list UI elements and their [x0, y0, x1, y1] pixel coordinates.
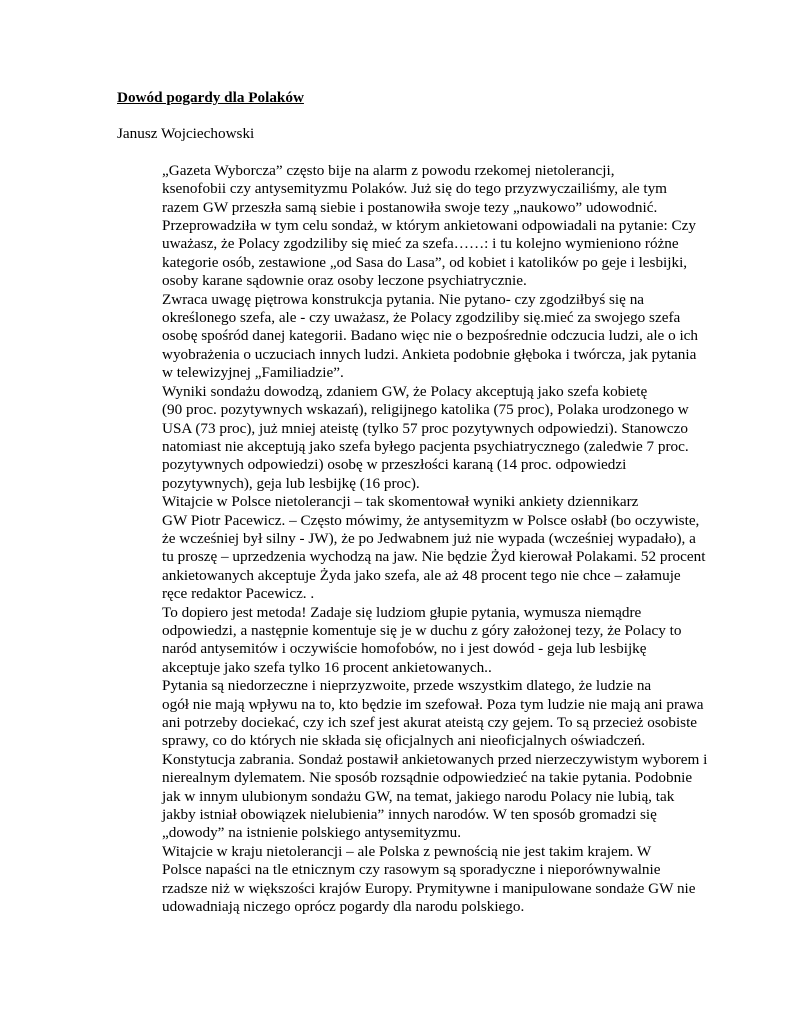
body-paragraph	[117, 161, 696, 291]
paragraph-line: wyobrażenia o uczuciach innych ludzi. Ankieta podobnie głęboka i twórcza, jak pytania	[162, 345, 697, 363]
paragraph-line: „dowody” na istnienie polskiego antysemityzmu.	[162, 824, 462, 842]
paragraph-line: natomiast nie akceptują jako szefa byłego pacjenta psychiatrycznego (zaledwie 7 proc.	[162, 437, 689, 455]
paragraph-line: GW Piotr Pacewicz. – Często mówimy, że antysemityzm w Polsce osłabł (bo oczywiste,	[162, 511, 700, 529]
paragraph-line: Polsce napaści na tle etnicznym czy rasowym są sporadyczne i nieporównywalnie	[162, 861, 661, 879]
paragraph-line: pozytywnych), geja lub lesbijkę (16 proc).	[162, 474, 420, 492]
body-paragraph	[117, 290, 699, 383]
paragraph-line: Witajcie w Polsce nietolerancji – tak skomentował wyniki ankiety dziennikarz	[162, 493, 639, 511]
paragraph-line: Pytania są niedorzeczne i nieprzyzwoite, przede wszystkim dlatego, że ludzie na	[162, 677, 652, 695]
document-author: Janusz Wojciechowski	[117, 125, 255, 143]
paragraph-line: Zwraca uwagę piętrowa konstrukcja pytania. Nie pytano- czy zgodziłbyś się na	[162, 290, 645, 308]
document-title: Dowód pogardy dla Polaków	[117, 89, 304, 106]
body-paragraph	[117, 842, 696, 917]
paragraph-line: osoby karane sądownie oraz osoby leczone psychiatrycznie.	[162, 272, 527, 290]
body-paragraph	[117, 382, 689, 493]
paragraph-line: osobę spośród danej kategorii. Badano więc nie o bezpośrednie odczucia ludzi, ale o ich	[162, 327, 699, 345]
paragraph-line: Przeprowadziła w tym celu sondaż, w którym ankietowani odpowiadali na pytanie: Czy	[162, 217, 696, 235]
paragraph-line: (90 proc. pozytywnych wskazań), religijnego katolika (75 proc), Polaka urodzonego w	[162, 401, 689, 419]
paragraph-line: nierealnym dylematem. Nie sposób rozsądnie odpowiedzieć na takie pytania. Podobnie	[162, 769, 693, 787]
paragraph-line: kategorie osób, zestawione „od Sasa do Lasa”, od kobiet i katolików po geje i lesbijki,	[162, 253, 688, 271]
paragraph-line: ogół nie mają wpływu na to, kto będzie im szefował. Poza tym ludzie nie mają ani prawa	[162, 695, 704, 713]
paragraph-line: USA (73 proc), już mniej ateistę (tylko 57 proc pozytywnych odpowiedzi). Stanowczo	[162, 419, 688, 437]
paragraph-line: ręce redaktor Pacewicz. .	[162, 585, 315, 603]
paragraph-line: określonego szefa, ale - czy uważasz, że Polacy zgodziliby się.mieć za swojego szefa	[162, 309, 681, 327]
paragraph-line: akceptuje jako szefa tylko 16 procent ankietowanych..	[162, 658, 492, 676]
paragraph-line: jakby istniał obowiązek nielubienia” innych narodów. W ten sposób gromadzi się	[162, 806, 657, 824]
body-paragraph	[117, 493, 706, 603]
paragraph-line: ankietowanych akceptuje Żyda jako szefa, ale aż 48 procent tego nie chce – załamuje	[162, 566, 681, 584]
paragraph-line: razem GW przeszła samą siebie i postanowiła swoje tezy „naukowo” udowodnić.	[162, 198, 658, 216]
paragraph-line: udowadniają niczego oprócz pogardy dla narodu polskiego.	[162, 898, 525, 916]
body-paragraph	[117, 603, 682, 678]
paragraph-line: naród antysemitów i oczywiście homofobów, no i jest dowód - geja lub lesbijkę	[162, 640, 647, 658]
document-body	[117, 161, 708, 917]
paragraph-line: że wcześniej był silny - JW), że po Jedwabnem już nie wypada (wcześniej wypadało), a	[162, 529, 696, 547]
document-page	[117, 89, 708, 916]
paragraph-line: pozytywnych odpowiedzi) osobę w przeszłości karaną (14 proc. odpowiedzi	[162, 456, 627, 474]
paragraph-line: Konstytucja zabrania. Sondaż postawił ankietowanych przed nierzeczywistym wyborem i	[162, 750, 708, 768]
paragraph-line: ksenofobii czy antysemityzmu Polaków. Już się do tego przyzwyczailiśmy, ale tym	[162, 180, 667, 198]
paragraph-line: w telewizyjnej „Familiadzie”.	[162, 364, 344, 382]
paragraph-line: uważasz, że Polacy zgodziliby się mieć za szefa……: i tu kolejno wymieniono różne	[162, 235, 679, 253]
body-paragraph	[117, 677, 708, 843]
paragraph-line: tu proszę – uprzedzenia wychodzą na jaw. Nie będzie Żyd kierował Polakami. 52 procent	[162, 548, 706, 566]
paragraph-line: jak w innym ulubionym sondażu GW, na temat, jakiego narodu Polacy nie lubią, tak	[162, 787, 675, 805]
paragraph-line: ani potrzeby dociekać, czy ich szef jest akurat ateistą czy gejem. To są przecież osobiste	[162, 714, 698, 731]
paragraph-line: sprawy, co do których nie składa się oficjalnych ani nieoficjalnych oświadczeń.	[162, 732, 646, 750]
paragraph-line: rzadsze niż w większości krajów Europy. Prymitywne i manipulowane sondaże GW nie	[162, 879, 696, 897]
paragraph-line: Witajcie w kraju nietolerancji – ale Polska z pewnością nie jest takim krajem. W	[162, 842, 652, 860]
paragraph-line: odpowiedzi, a następnie komentuje się je w duchu z góry założonej tezy, że Polacy to	[162, 621, 682, 639]
paragraph-line: To dopiero jest metoda! Zadaje się ludziom głupie pytania, wymusza niemądre	[162, 603, 642, 621]
paragraph-line: „Gazeta Wyborcza” często bije na alarm z powodu rzekomej nietolerancji,	[162, 161, 615, 179]
paragraph-line: Wyniki sondażu dowodzą, zdaniem GW, że Polacy akceptują jako szefa kobietę	[162, 382, 648, 400]
